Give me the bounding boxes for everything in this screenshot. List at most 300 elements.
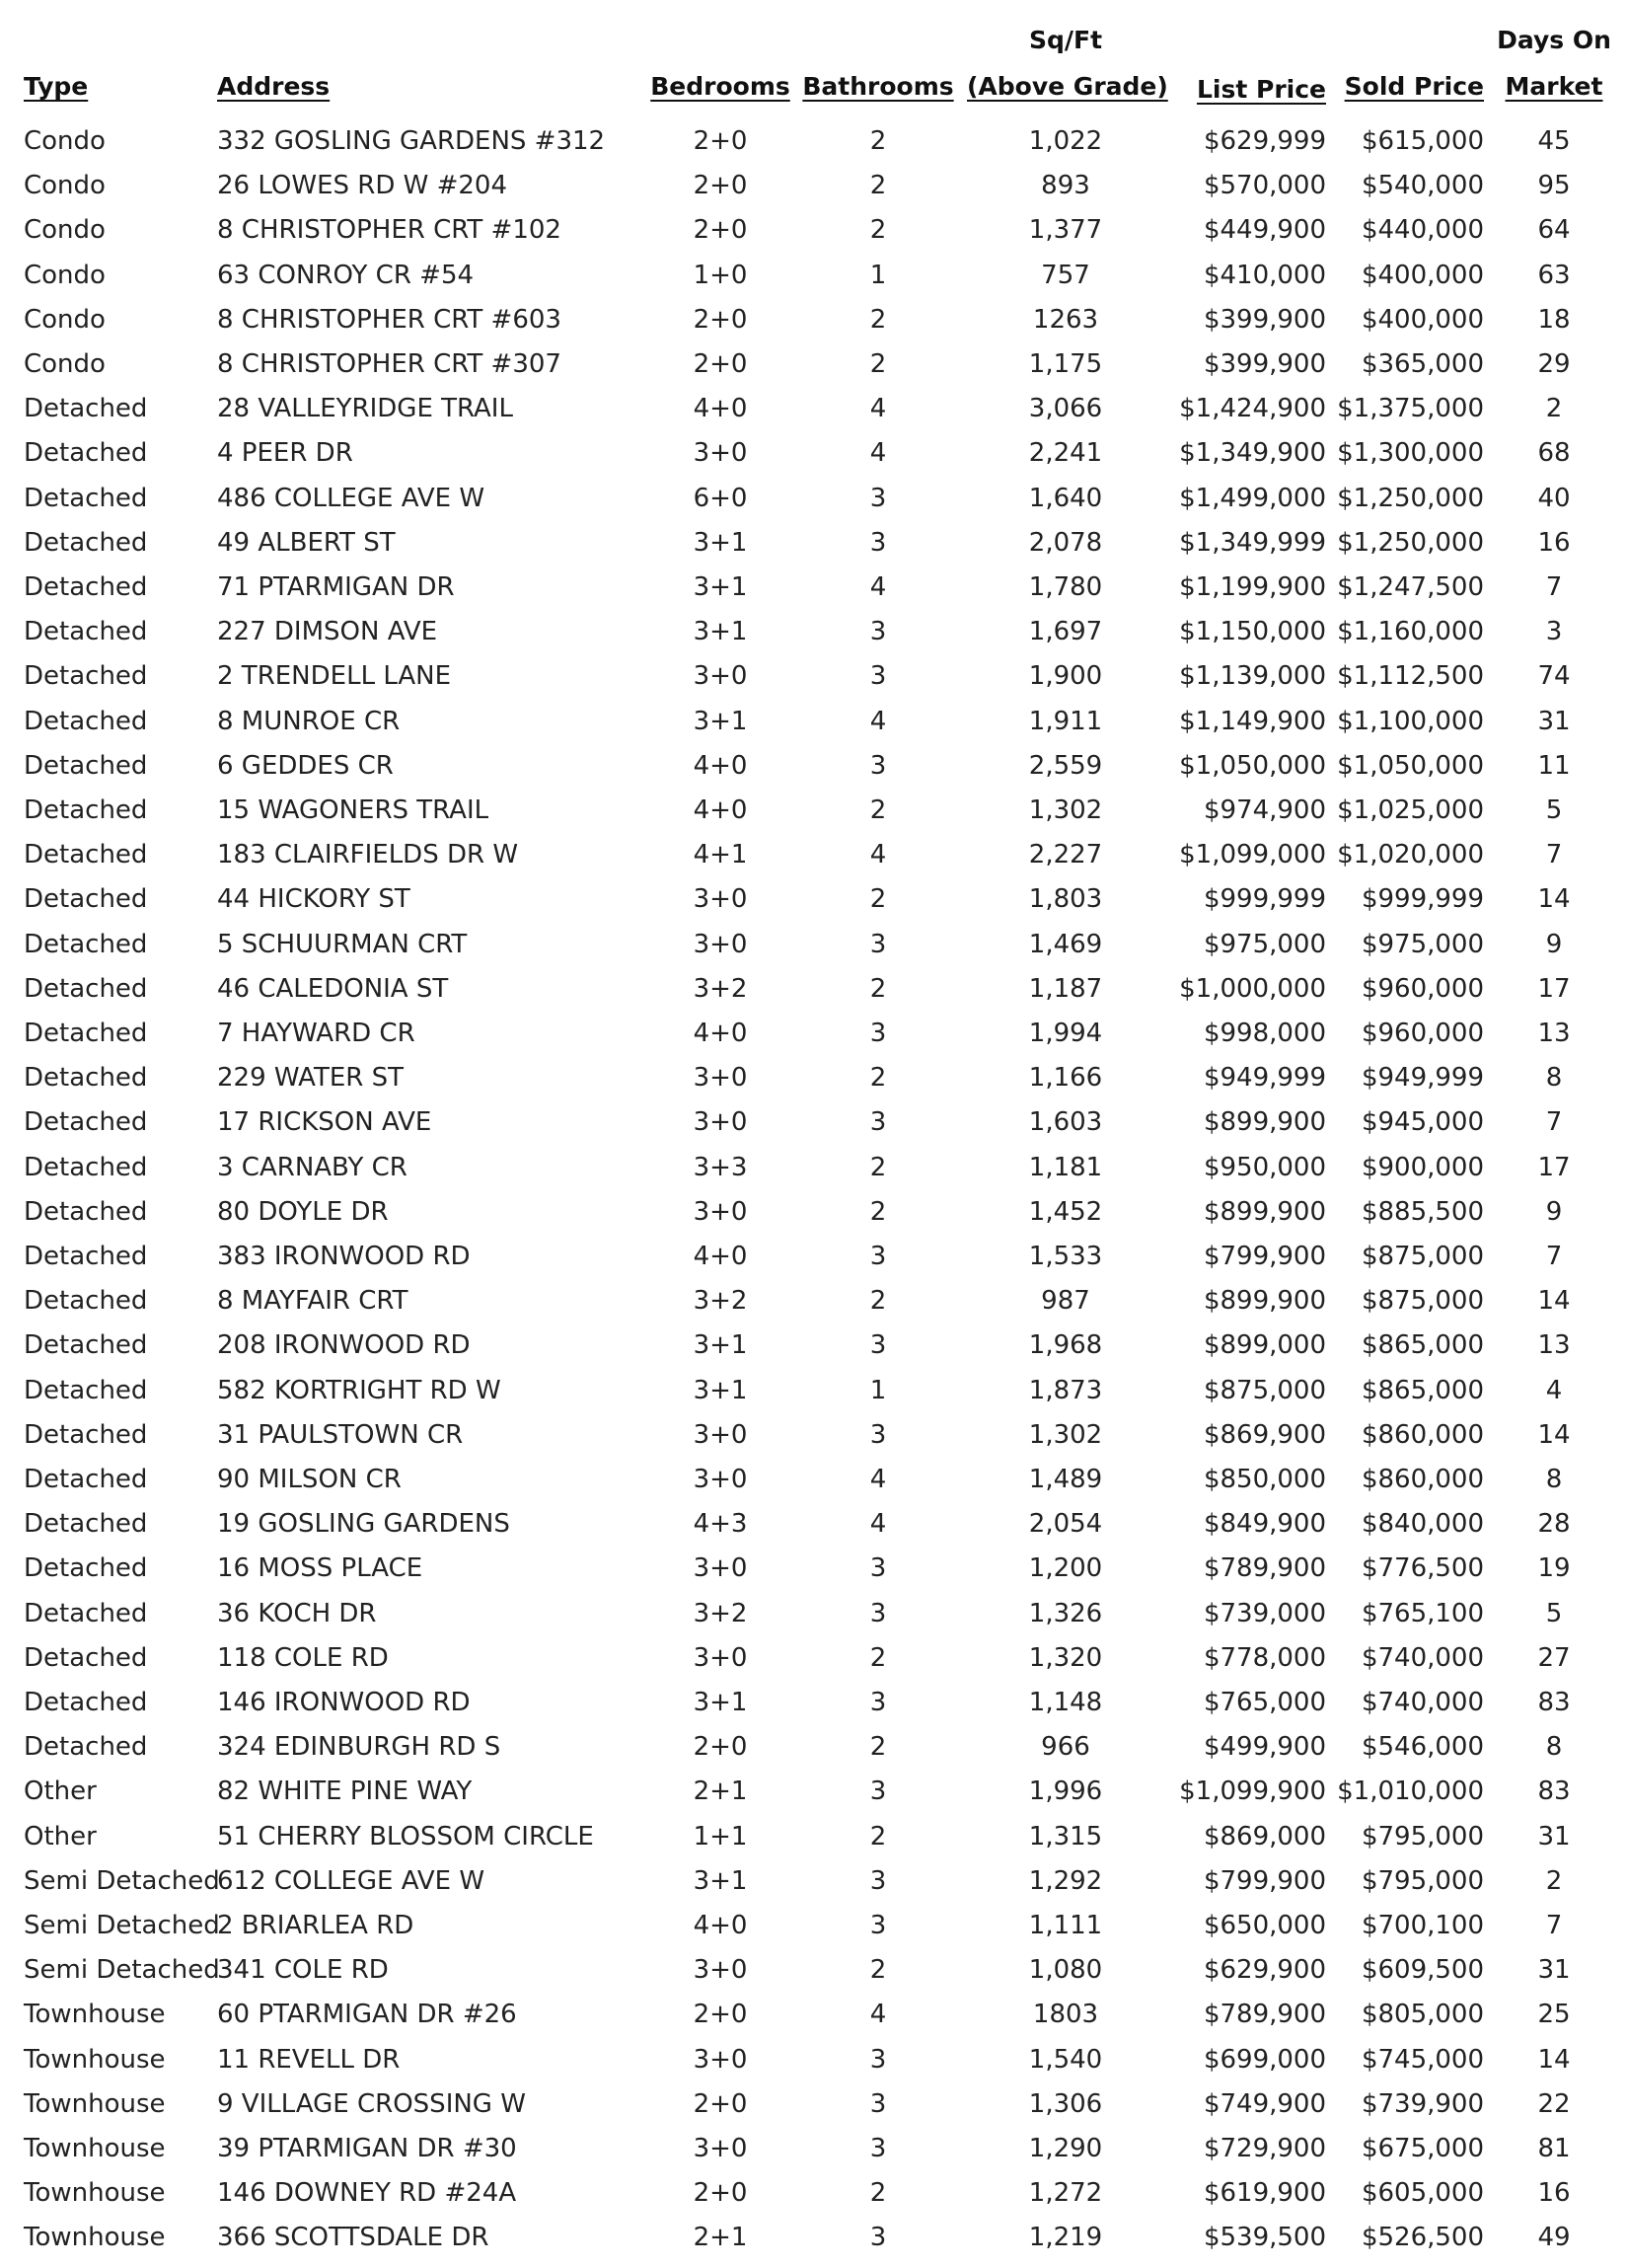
cell-sqft: 1,968 bbox=[1028, 1330, 1103, 1361]
cell-list-price: $765,000 bbox=[1203, 1688, 1326, 1717]
table-row bbox=[0, 833, 1628, 877]
cell-sqft: 1,911 bbox=[1028, 706, 1103, 736]
cell-sold-price: $400,000 bbox=[1361, 304, 1484, 335]
cell-bathrooms: 2 bbox=[869, 1286, 887, 1317]
cell-sold-price: $546,000 bbox=[1361, 1732, 1484, 1763]
cell-type: Townhouse bbox=[24, 2134, 166, 2163]
cell-bathrooms: 3 bbox=[869, 1911, 887, 1940]
cell-sold-price: $1,010,000 bbox=[1337, 1777, 1484, 1807]
cell-bedrooms: 3+0 bbox=[693, 1465, 748, 1494]
cell-bedrooms: 3+2 bbox=[693, 973, 748, 1004]
cell-type: Detached bbox=[24, 527, 148, 558]
cell-bathrooms: 3 bbox=[869, 929, 887, 959]
cell-list-price: $629,999 bbox=[1203, 126, 1326, 156]
table-row bbox=[0, 1323, 1628, 1368]
cell-list-price: $869,900 bbox=[1203, 1419, 1326, 1450]
cell-days-on-market: 17 bbox=[1537, 1152, 1571, 1182]
cell-bathrooms: 3 bbox=[869, 1330, 887, 1361]
cell-sold-price: $526,500 bbox=[1361, 2223, 1484, 2253]
cell-list-price: $899,900 bbox=[1203, 1107, 1326, 1138]
cell-sqft: 1,697 bbox=[1028, 617, 1103, 647]
cell-sold-price: $1,375,000 bbox=[1337, 394, 1484, 424]
cell-sold-price: $365,000 bbox=[1361, 349, 1484, 379]
cell-days-on-market: 64 bbox=[1537, 215, 1571, 246]
cell-days-on-market: 16 bbox=[1537, 527, 1571, 558]
cell-sold-price: $900,000 bbox=[1361, 1152, 1484, 1182]
cell-address: 82 WHITE PINE WAY bbox=[217, 1777, 473, 1807]
cell-days-on-market: 13 bbox=[1537, 1330, 1571, 1361]
cell-address: 36 KOCH DR bbox=[217, 1598, 377, 1628]
cell-sold-price: $999,999 bbox=[1361, 884, 1484, 915]
cell-address: 8 MAYFAIR CRT bbox=[217, 1286, 408, 1317]
cell-type: Townhouse bbox=[24, 2178, 166, 2209]
cell-type: Detached bbox=[24, 929, 148, 959]
cell-list-price: $650,000 bbox=[1203, 1911, 1326, 1940]
table-row bbox=[0, 431, 1628, 476]
cell-type: Detached bbox=[24, 1286, 148, 1317]
cell-list-price: $410,000 bbox=[1203, 260, 1326, 290]
cell-sold-price: $1,300,000 bbox=[1337, 438, 1484, 469]
table-row bbox=[0, 1681, 1628, 1725]
cell-days-on-market: 29 bbox=[1537, 349, 1571, 379]
cell-bathrooms: 3 bbox=[869, 1777, 887, 1807]
cell-days-on-market: 5 bbox=[1545, 795, 1563, 825]
header-dom-top: Days On bbox=[1497, 26, 1611, 54]
cell-days-on-market: 18 bbox=[1537, 304, 1571, 335]
cell-list-price: $1,139,000 bbox=[1179, 661, 1326, 692]
cell-sqft: 987 bbox=[1041, 1286, 1090, 1317]
cell-list-price: $849,900 bbox=[1203, 1509, 1326, 1540]
cell-sqft: 2,559 bbox=[1028, 750, 1103, 781]
cell-sqft: 1,306 bbox=[1028, 2088, 1103, 2119]
cell-type: Detached bbox=[24, 1688, 148, 1717]
cell-sqft: 1,175 bbox=[1028, 349, 1103, 379]
cell-type: Detached bbox=[24, 1419, 148, 1450]
cell-sqft: 1,533 bbox=[1028, 1242, 1103, 1271]
cell-bedrooms: 3+2 bbox=[693, 1286, 748, 1317]
cell-sold-price: $875,000 bbox=[1361, 1286, 1484, 1317]
table-row bbox=[0, 1413, 1628, 1458]
cell-days-on-market: 8 bbox=[1545, 1465, 1563, 1494]
cell-sqft: 1,290 bbox=[1028, 2134, 1103, 2163]
cell-address: 8 CHRISTOPHER CRT #307 bbox=[217, 349, 561, 379]
cell-bedrooms: 2+0 bbox=[693, 215, 748, 246]
cell-type: Detached bbox=[24, 1196, 148, 1227]
cell-sold-price: $1,112,500 bbox=[1337, 661, 1484, 692]
cell-sqft: 1,873 bbox=[1028, 1375, 1103, 1405]
cell-list-price: $399,900 bbox=[1203, 349, 1326, 379]
cell-address: 31 PAULSTOWN CR bbox=[217, 1419, 464, 1450]
cell-sqft: 1,603 bbox=[1028, 1107, 1103, 1138]
cell-bathrooms: 2 bbox=[869, 215, 887, 246]
cell-bathrooms: 2 bbox=[869, 126, 887, 156]
cell-bedrooms: 3+1 bbox=[693, 572, 748, 602]
table-row bbox=[0, 1770, 1628, 1814]
cell-address: 8 CHRISTOPHER CRT #603 bbox=[217, 304, 561, 335]
cell-type: Detached bbox=[24, 1732, 148, 1763]
cell-bedrooms: 3+0 bbox=[693, 1107, 748, 1138]
cell-bedrooms: 4+0 bbox=[693, 1019, 748, 1048]
cell-list-price: $699,000 bbox=[1203, 2044, 1326, 2075]
cell-bedrooms: 2+0 bbox=[693, 2088, 748, 2119]
cell-list-price: $949,999 bbox=[1203, 1063, 1326, 1094]
cell-type: Detached bbox=[24, 750, 148, 781]
cell-bathrooms: 3 bbox=[869, 2044, 887, 2075]
cell-type: Condo bbox=[24, 260, 106, 290]
cell-days-on-market: 14 bbox=[1537, 1419, 1571, 1450]
cell-bathrooms: 2 bbox=[869, 1063, 887, 1094]
cell-list-price: $749,900 bbox=[1203, 2088, 1326, 2119]
cell-sold-price: $540,000 bbox=[1361, 171, 1484, 201]
cell-type: Detached bbox=[24, 840, 148, 870]
cell-sold-price: $1,250,000 bbox=[1337, 527, 1484, 558]
cell-sqft: 1,540 bbox=[1028, 2044, 1103, 2075]
cell-type: Detached bbox=[24, 1642, 148, 1673]
cell-bathrooms: 3 bbox=[869, 2223, 887, 2253]
table-row bbox=[0, 1369, 1628, 1413]
header-sqft-top: Sq/Ft bbox=[1028, 26, 1103, 54]
cell-sold-price: $765,100 bbox=[1361, 1598, 1484, 1628]
table-row bbox=[0, 877, 1628, 922]
cell-sqft: 1,996 bbox=[1028, 1777, 1103, 1807]
table-row bbox=[0, 521, 1628, 566]
cell-bathrooms: 4 bbox=[869, 2000, 887, 2030]
header-list-price: List Price bbox=[1196, 75, 1326, 104]
cell-list-price: $539,500 bbox=[1203, 2223, 1326, 2253]
cell-list-price: $449,900 bbox=[1203, 215, 1326, 246]
cell-days-on-market: 83 bbox=[1537, 1688, 1571, 1717]
cell-list-price: $999,999 bbox=[1203, 884, 1326, 915]
cell-type: Townhouse bbox=[24, 2223, 166, 2253]
table-row bbox=[0, 254, 1628, 298]
cell-bathrooms: 3 bbox=[869, 483, 887, 513]
cell-type: Other bbox=[24, 1777, 97, 1807]
cell-address: 366 SCOTTSDALE DR bbox=[217, 2223, 489, 2253]
cell-bathrooms: 2 bbox=[869, 304, 887, 335]
cell-bedrooms: 3+1 bbox=[693, 527, 748, 558]
cell-address: 8 MUNROE CR bbox=[217, 706, 401, 736]
cell-days-on-market: 27 bbox=[1537, 1642, 1571, 1673]
cell-address: 341 COLE RD bbox=[217, 1955, 389, 1986]
cell-type: Detached bbox=[24, 1330, 148, 1361]
cell-bathrooms: 3 bbox=[869, 1242, 887, 1271]
cell-sqft: 1,166 bbox=[1028, 1063, 1103, 1094]
cell-days-on-market: 13 bbox=[1537, 1019, 1571, 1048]
cell-bathrooms: 3 bbox=[869, 1553, 887, 1584]
cell-sold-price: $840,000 bbox=[1361, 1509, 1484, 1540]
cell-sqft: 1,302 bbox=[1028, 1419, 1103, 1450]
cell-list-price: $1,149,900 bbox=[1179, 706, 1326, 736]
cell-type: Detached bbox=[24, 1063, 148, 1094]
cell-list-price: $1,199,900 bbox=[1179, 572, 1326, 602]
cell-type: Detached bbox=[24, 973, 148, 1004]
cell-address: 118 COLE RD bbox=[217, 1642, 389, 1673]
cell-days-on-market: 9 bbox=[1545, 929, 1563, 959]
table-row bbox=[0, 1056, 1628, 1100]
table-row bbox=[0, 2171, 1628, 2216]
cell-sqft: 1803 bbox=[1032, 2000, 1099, 2030]
cell-list-price: $1,424,900 bbox=[1179, 394, 1326, 424]
cell-list-price: $1,099,900 bbox=[1179, 1777, 1326, 1807]
cell-type: Townhouse bbox=[24, 2044, 166, 2075]
cell-address: 63 CONROY CR #54 bbox=[217, 260, 475, 290]
cell-list-price: $629,900 bbox=[1203, 1955, 1326, 1986]
cell-type: Condo bbox=[24, 349, 106, 379]
table-row bbox=[0, 1547, 1628, 1591]
cell-list-price: $974,900 bbox=[1203, 795, 1326, 825]
cell-list-price: $1,499,000 bbox=[1179, 483, 1326, 513]
table-row bbox=[0, 1725, 1628, 1770]
cell-bedrooms: 2+0 bbox=[693, 304, 748, 335]
cell-bathrooms: 2 bbox=[869, 1732, 887, 1763]
cell-address: 2 BRIARLEA RD bbox=[217, 1911, 414, 1940]
cell-address: 227 DIMSON AVE bbox=[217, 617, 438, 647]
cell-list-price: $850,000 bbox=[1203, 1465, 1326, 1494]
table-row bbox=[0, 2216, 1628, 2260]
cell-sqft: 893 bbox=[1041, 171, 1090, 201]
cell-bathrooms: 3 bbox=[869, 1419, 887, 1450]
cell-sold-price: $740,000 bbox=[1361, 1688, 1484, 1717]
cell-address: 8 CHRISTOPHER CRT #102 bbox=[217, 215, 561, 246]
cell-list-price: $875,000 bbox=[1203, 1375, 1326, 1405]
cell-list-price: $869,000 bbox=[1203, 1821, 1326, 1852]
cell-list-price: $975,000 bbox=[1203, 929, 1326, 959]
cell-bathrooms: 4 bbox=[869, 1509, 887, 1540]
table-row bbox=[0, 744, 1628, 789]
cell-days-on-market: 31 bbox=[1537, 706, 1571, 736]
cell-list-price: $1,050,000 bbox=[1179, 750, 1326, 781]
cell-bathrooms: 3 bbox=[869, 1107, 887, 1138]
cell-sold-price: $860,000 bbox=[1361, 1465, 1484, 1494]
cell-bathrooms: 2 bbox=[869, 884, 887, 915]
cell-bedrooms: 1+1 bbox=[693, 1821, 748, 1852]
cell-bedrooms: 3+0 bbox=[693, 1955, 748, 1986]
cell-bedrooms: 2+0 bbox=[693, 126, 748, 156]
cell-bedrooms: 3+0 bbox=[693, 2044, 748, 2075]
cell-sqft: 1,200 bbox=[1028, 1553, 1103, 1584]
table-row bbox=[0, 119, 1628, 164]
cell-bedrooms: 2+0 bbox=[693, 2000, 748, 2030]
header-sqft-bottom: (Above Grade) bbox=[967, 72, 1168, 101]
cell-days-on-market: 68 bbox=[1537, 438, 1571, 469]
cell-days-on-market: 31 bbox=[1537, 1955, 1571, 1986]
cell-bedrooms: 3+1 bbox=[693, 1865, 748, 1896]
cell-address: 486 COLLEGE AVE W bbox=[217, 483, 485, 513]
cell-days-on-market: 45 bbox=[1537, 126, 1571, 156]
cell-type: Detached bbox=[24, 438, 148, 469]
cell-type: Semi Detached bbox=[24, 1865, 220, 1896]
cell-type: Detached bbox=[24, 1152, 148, 1182]
cell-bedrooms: 3+0 bbox=[693, 661, 748, 692]
cell-address: 19 GOSLING GARDENS bbox=[217, 1509, 510, 1540]
cell-sold-price: $860,000 bbox=[1361, 1419, 1484, 1450]
cell-bathrooms: 2 bbox=[869, 1821, 887, 1852]
cell-days-on-market: 11 bbox=[1537, 750, 1571, 781]
cell-list-price: $899,900 bbox=[1203, 1196, 1326, 1227]
table-row bbox=[0, 1190, 1628, 1235]
cell-bedrooms: 3+0 bbox=[693, 438, 748, 469]
cell-bathrooms: 3 bbox=[869, 1019, 887, 1048]
cell-address: 2 TRENDELL LANE bbox=[217, 661, 452, 692]
table-row bbox=[0, 2082, 1628, 2127]
cell-address: 229 WATER ST bbox=[217, 1063, 404, 1094]
cell-sold-price: $1,020,000 bbox=[1337, 840, 1484, 870]
cell-bathrooms: 3 bbox=[869, 750, 887, 781]
cell-bathrooms: 1 bbox=[869, 260, 887, 290]
cell-days-on-market: 2 bbox=[1545, 1865, 1563, 1896]
cell-address: 183 CLAIRFIELDS DR W bbox=[217, 840, 519, 870]
header-sold-price: Sold Price bbox=[1344, 72, 1484, 101]
cell-sold-price: $609,500 bbox=[1361, 1955, 1484, 1986]
cell-bathrooms: 2 bbox=[869, 1152, 887, 1182]
table-row bbox=[0, 1948, 1628, 1993]
cell-days-on-market: 31 bbox=[1537, 1821, 1571, 1852]
table-row bbox=[0, 1235, 1628, 1279]
table-row bbox=[0, 208, 1628, 253]
cell-type: Detached bbox=[24, 1598, 148, 1628]
cell-type: Detached bbox=[24, 1107, 148, 1138]
cell-list-price: $399,900 bbox=[1203, 304, 1326, 335]
table-row bbox=[0, 298, 1628, 342]
cell-bathrooms: 3 bbox=[869, 1688, 887, 1717]
cell-type: Semi Detached bbox=[24, 1911, 220, 1940]
cell-bathrooms: 2 bbox=[869, 2178, 887, 2209]
cell-sold-price: $1,100,000 bbox=[1337, 706, 1484, 736]
cell-sqft: 1,640 bbox=[1028, 483, 1103, 513]
table-row bbox=[0, 1636, 1628, 1681]
cell-sold-price: $605,000 bbox=[1361, 2178, 1484, 2209]
table-row bbox=[0, 164, 1628, 208]
cell-sqft: 1,187 bbox=[1028, 973, 1103, 1004]
cell-days-on-market: 7 bbox=[1545, 840, 1563, 870]
cell-bathrooms: 2 bbox=[869, 1642, 887, 1673]
cell-bedrooms: 3+1 bbox=[693, 706, 748, 736]
cell-days-on-market: 40 bbox=[1537, 483, 1571, 513]
cell-bathrooms: 4 bbox=[869, 706, 887, 736]
cell-bedrooms: 2+0 bbox=[693, 349, 748, 379]
cell-address: 11 REVELL DR bbox=[217, 2044, 401, 2075]
cell-list-price: $799,900 bbox=[1203, 1865, 1326, 1896]
cell-days-on-market: 2 bbox=[1545, 394, 1563, 424]
cell-list-price: $1,349,900 bbox=[1179, 438, 1326, 469]
cell-sold-price: $1,050,000 bbox=[1337, 750, 1484, 781]
cell-list-price: $778,000 bbox=[1203, 1642, 1326, 1673]
cell-list-price: $739,000 bbox=[1203, 1598, 1326, 1628]
cell-type: Detached bbox=[24, 1019, 148, 1048]
cell-days-on-market: 81 bbox=[1537, 2134, 1571, 2163]
cell-sqft: 1,326 bbox=[1028, 1598, 1103, 1628]
cell-sold-price: $675,000 bbox=[1361, 2134, 1484, 2163]
cell-bedrooms: 2+0 bbox=[693, 2178, 748, 2209]
cell-sqft: 1,111 bbox=[1028, 1911, 1103, 1940]
cell-bathrooms: 2 bbox=[869, 1955, 887, 1986]
table-row bbox=[0, 1458, 1628, 1502]
header-dom-bottom: Market bbox=[1505, 72, 1603, 101]
cell-bedrooms: 4+1 bbox=[693, 840, 748, 870]
cell-bedrooms: 2+1 bbox=[693, 1777, 748, 1807]
cell-bathrooms: 2 bbox=[869, 1196, 887, 1227]
table-row bbox=[0, 1012, 1628, 1056]
cell-bathrooms: 3 bbox=[869, 1598, 887, 1628]
cell-bedrooms: 4+0 bbox=[693, 750, 748, 781]
cell-address: 51 CHERRY BLOSSOM CIRCLE bbox=[217, 1821, 594, 1852]
cell-type: Detached bbox=[24, 1375, 148, 1405]
table-row bbox=[0, 1815, 1628, 1859]
cell-address: 612 COLLEGE AVE W bbox=[217, 1865, 485, 1896]
cell-sqft: 1,489 bbox=[1028, 1465, 1103, 1494]
cell-sqft: 1,302 bbox=[1028, 795, 1103, 825]
cell-list-price: $729,900 bbox=[1203, 2134, 1326, 2163]
cell-bedrooms: 2+1 bbox=[693, 2223, 748, 2253]
header-bathrooms: Bathrooms bbox=[802, 72, 954, 101]
cell-address: 3 CARNABY CR bbox=[217, 1152, 407, 1182]
cell-type: Condo bbox=[24, 304, 106, 335]
cell-days-on-market: 7 bbox=[1545, 1107, 1563, 1138]
cell-bedrooms: 3+0 bbox=[693, 929, 748, 959]
cell-sqft: 1,080 bbox=[1028, 1955, 1103, 1986]
cell-sqft: 1,452 bbox=[1028, 1196, 1103, 1227]
cell-type: Detached bbox=[24, 1242, 148, 1271]
cell-bathrooms: 2 bbox=[869, 795, 887, 825]
cell-type: Other bbox=[24, 1821, 97, 1852]
cell-sqft: 1,272 bbox=[1028, 2178, 1103, 2209]
cell-bedrooms: 3+1 bbox=[693, 617, 748, 647]
header-type: Type bbox=[24, 72, 89, 101]
cell-address: 7 HAYWARD CR bbox=[217, 1019, 415, 1048]
cell-bedrooms: 6+0 bbox=[693, 483, 748, 513]
cell-days-on-market: 14 bbox=[1537, 1286, 1571, 1317]
cell-days-on-market: 25 bbox=[1537, 2000, 1571, 2030]
cell-sqft: 1,292 bbox=[1028, 1865, 1103, 1896]
table-row bbox=[0, 1279, 1628, 1323]
cell-address: 46 CALEDONIA ST bbox=[217, 973, 449, 1004]
cell-days-on-market: 14 bbox=[1537, 2044, 1571, 2075]
cell-address: 208 IRONWOOD RD bbox=[217, 1330, 471, 1361]
cell-address: 44 HICKORY ST bbox=[217, 884, 410, 915]
table-row bbox=[0, 789, 1628, 833]
cell-address: 17 RICKSON AVE bbox=[217, 1107, 432, 1138]
cell-list-price: $570,000 bbox=[1203, 171, 1326, 201]
cell-sold-price: $945,000 bbox=[1361, 1107, 1484, 1138]
cell-days-on-market: 7 bbox=[1545, 1242, 1563, 1271]
cell-sqft: 1,377 bbox=[1028, 215, 1103, 246]
cell-sold-price: $805,000 bbox=[1361, 2000, 1484, 2030]
table-row bbox=[0, 1993, 1628, 2037]
cell-address: 39 PTARMIGAN DR #30 bbox=[217, 2134, 517, 2163]
cell-address: 582 KORTRIGHT RD W bbox=[217, 1375, 501, 1405]
cell-sold-price: $865,000 bbox=[1361, 1375, 1484, 1405]
cell-type: Condo bbox=[24, 171, 106, 201]
table-row bbox=[0, 1146, 1628, 1190]
cell-sqft: 2,078 bbox=[1028, 527, 1103, 558]
cell-address: 9 VILLAGE CROSSING W bbox=[217, 2088, 526, 2119]
cell-type: Detached bbox=[24, 706, 148, 736]
cell-bathrooms: 4 bbox=[869, 438, 887, 469]
cell-bedrooms: 3+3 bbox=[693, 1152, 748, 1182]
cell-sqft: 1,315 bbox=[1028, 1821, 1103, 1852]
table-row bbox=[0, 700, 1628, 744]
table-row bbox=[0, 1904, 1628, 1948]
cell-bathrooms: 1 bbox=[869, 1375, 887, 1405]
cell-address: 383 IRONWOOD RD bbox=[217, 1242, 471, 1271]
cell-bedrooms: 3+0 bbox=[693, 1196, 748, 1227]
cell-type: Detached bbox=[24, 572, 148, 602]
cell-days-on-market: 3 bbox=[1545, 617, 1563, 647]
cell-sqft: 1,803 bbox=[1028, 884, 1103, 915]
cell-days-on-market: 83 bbox=[1537, 1777, 1571, 1807]
cell-address: 16 MOSS PLACE bbox=[217, 1553, 423, 1584]
cell-sold-price: $795,000 bbox=[1361, 1821, 1484, 1852]
